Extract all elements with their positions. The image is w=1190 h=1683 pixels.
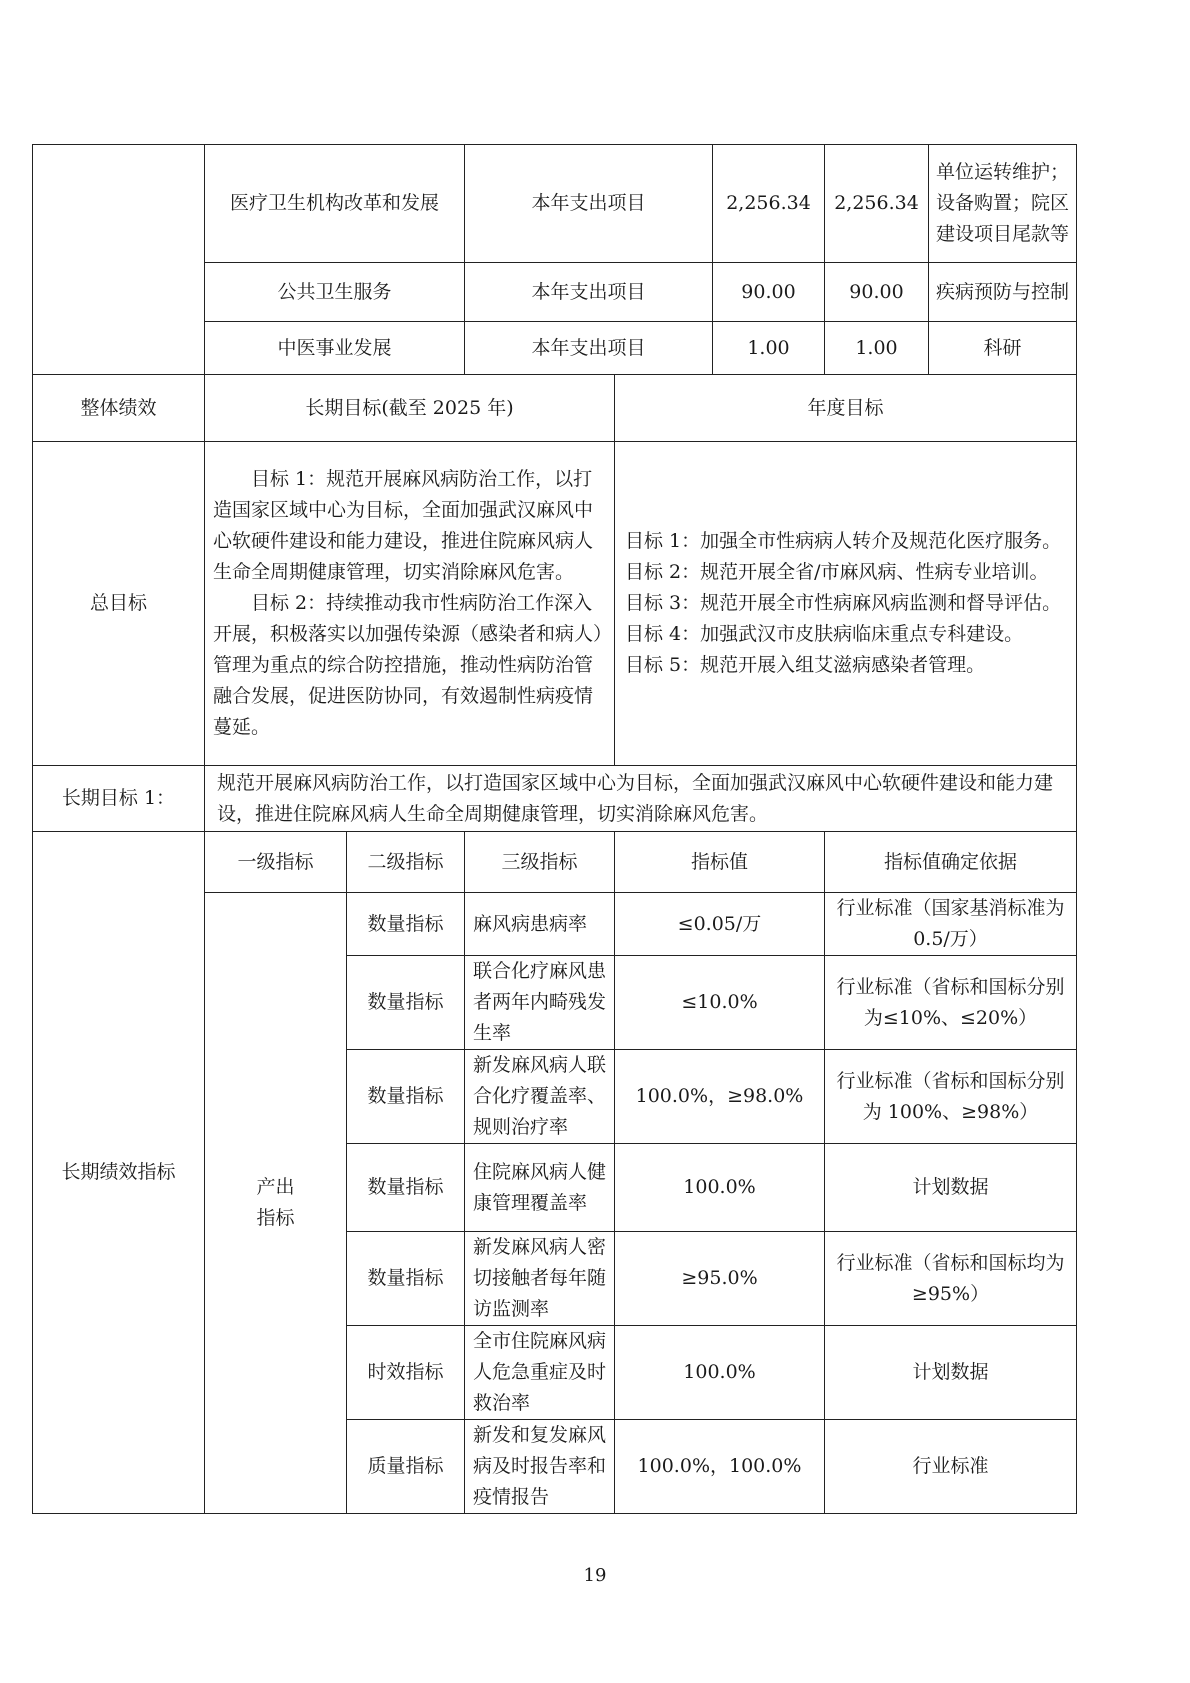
indicator-value: 100.0% xyxy=(615,1326,825,1420)
indicator-level3: 全市住院麻风病人危急重症及时救治率 xyxy=(465,1326,615,1420)
level1-output-indicator: 产出 指标 xyxy=(205,893,347,1514)
long-term-goal-header: 长期目标(截至 2025 年) xyxy=(205,375,615,442)
annual-goal-2: 目标 2：规范开展全省/市麻风病、性病专业培训。 xyxy=(625,561,1049,583)
indicator-level3: 联合化疗麻风患者两年内畸残发生率 xyxy=(465,956,615,1050)
general-goal-row xyxy=(33,442,1077,766)
long-term-indicators-label: 长期绩效指标 xyxy=(33,832,205,1514)
indicator-basis: 行业标准（省标和国标分别为≤10%、≤20%） xyxy=(825,956,1077,1050)
fund-content: 单位运转维护；设备购置；院区建设项目尾款等 xyxy=(929,145,1077,263)
fund-content: 疾病预防与控制 xyxy=(929,263,1077,322)
page-number: 19 xyxy=(583,1565,607,1586)
indicator-basis: 计划数据 xyxy=(825,1144,1077,1232)
fund-content: 科研 xyxy=(929,322,1077,375)
long-goal-1-row xyxy=(33,766,1077,832)
fund-amount: 2,256.34 xyxy=(713,145,825,263)
indicator-value: 100.0%，≥98.0% xyxy=(615,1050,825,1144)
annual-goal-header: 年度目标 xyxy=(615,375,1077,442)
indicator-level3: 新发麻风病人密切接触者每年随访监测率 xyxy=(465,1232,615,1326)
overall-performance-row xyxy=(33,375,1077,442)
indicator-value: 100.0%，100.0% xyxy=(615,1420,825,1514)
indicator-basis: 行业标准（省标和国标均为≥95%） xyxy=(825,1232,1077,1326)
indicator-level2: 时效指标 xyxy=(347,1326,465,1420)
blank-cell xyxy=(33,145,205,375)
fund-type: 本年支出项目 xyxy=(465,322,713,375)
indicator-basis: 计划数据 xyxy=(825,1326,1077,1420)
indicator-level3: 新发麻风病人联合化疗覆盖率、规则治疗率 xyxy=(465,1050,615,1144)
long-term-goal-text xyxy=(205,442,615,766)
header-level1: 一级指标 xyxy=(205,832,347,893)
header-level3: 三级指标 xyxy=(465,832,615,893)
indicator-level2: 数量指标 xyxy=(347,1144,465,1232)
long-term-goal-2: 目标 2：持续推动我市性病防治工作深入开展，积极落实以加强传染源（感染者和病人）管理为重点的综合防控措施，推动性病防治管融合发展，促进医防协同，有效遏制性病疫情蔓延。 xyxy=(213,592,603,738)
indicator-level3: 住院麻风病人健康管理覆盖率 xyxy=(465,1144,615,1232)
fund-type: 本年支出项目 xyxy=(465,145,713,263)
indicator-level2: 数量指标 xyxy=(347,956,465,1050)
fund-amount: 1.00 xyxy=(713,322,825,375)
indicator-value: ≤0.05/万 xyxy=(615,893,825,956)
fund-row xyxy=(33,145,1077,263)
indicator-level2: 数量指标 xyxy=(347,1050,465,1144)
fund-amount: 90.00 xyxy=(713,263,825,322)
long-goal-1-text: 规范开展麻风病防治工作，以打造国家区域中心为目标，全面加强武汉麻风中心软硬件建设和能力建设，推进住院麻风病人生命全周期健康管理，切实消除麻风危害。 xyxy=(205,766,1077,832)
indicator-level3: 新发和复发麻风病及时报告率和疫情报告 xyxy=(465,1420,615,1514)
fund-amount: 2,256.34 xyxy=(825,145,929,263)
long-term-goal-1: 目标 1：规范开展麻风病防治工作，以打造国家区域中心为目标，全面加强武汉麻风中心软硬件建设和能力建设，推进住院麻风病人生命全周期健康管理，切实消除麻风危害。 xyxy=(213,468,594,583)
annual-goal-text xyxy=(615,442,1077,766)
annual-goal-3: 目标 3：规范开展全市性病麻风病监测和督导评估。 xyxy=(625,592,1062,614)
indicator-value: ≥95.0% xyxy=(615,1232,825,1326)
fund-category: 中医事业发展 xyxy=(205,322,465,375)
fund-amount: 1.00 xyxy=(825,322,929,375)
header-level2: 二级指标 xyxy=(347,832,465,893)
overall-performance-label: 整体绩效 xyxy=(33,375,205,442)
indicator-basis: 行业标准（国家基消标准为 0.5/万） xyxy=(825,893,1077,956)
indicator-level2: 数量指标 xyxy=(347,893,465,956)
annual-goal-5: 目标 5：规范开展入组艾滋病感染者管理。 xyxy=(625,654,986,676)
indicator-basis: 行业标准 xyxy=(825,1420,1077,1514)
indicator-basis: 行业标准（省标和国标分别为 100%、≥98%） xyxy=(825,1050,1077,1144)
indicator-value: 100.0% xyxy=(615,1144,825,1232)
general-goal-label: 总目标 xyxy=(33,442,205,766)
header-basis: 指标值确定依据 xyxy=(825,832,1077,893)
long-goal-1-label: 长期目标 1： xyxy=(33,766,205,832)
fund-amount: 90.00 xyxy=(825,263,929,322)
annual-goal-1: 目标 1：加强全市性病病人转介及规范化医疗服务。 xyxy=(625,530,1062,552)
indicator-value: ≤10.0% xyxy=(615,956,825,1050)
indicator-header-row xyxy=(33,832,1077,893)
budget-performance-table xyxy=(32,144,1077,1514)
fund-category: 公共卫生服务 xyxy=(205,263,465,322)
indicator-level2: 数量指标 xyxy=(347,1232,465,1326)
indicator-level3: 麻风病患病率 xyxy=(465,893,615,956)
fund-type: 本年支出项目 xyxy=(465,263,713,322)
fund-category: 医疗卫生机构改革和发展 xyxy=(205,145,465,263)
indicator-level2: 质量指标 xyxy=(347,1420,465,1514)
annual-goal-4: 目标 4：加强武汉市皮肤病临床重点专科建设。 xyxy=(625,623,1024,645)
header-value: 指标值 xyxy=(615,832,825,893)
